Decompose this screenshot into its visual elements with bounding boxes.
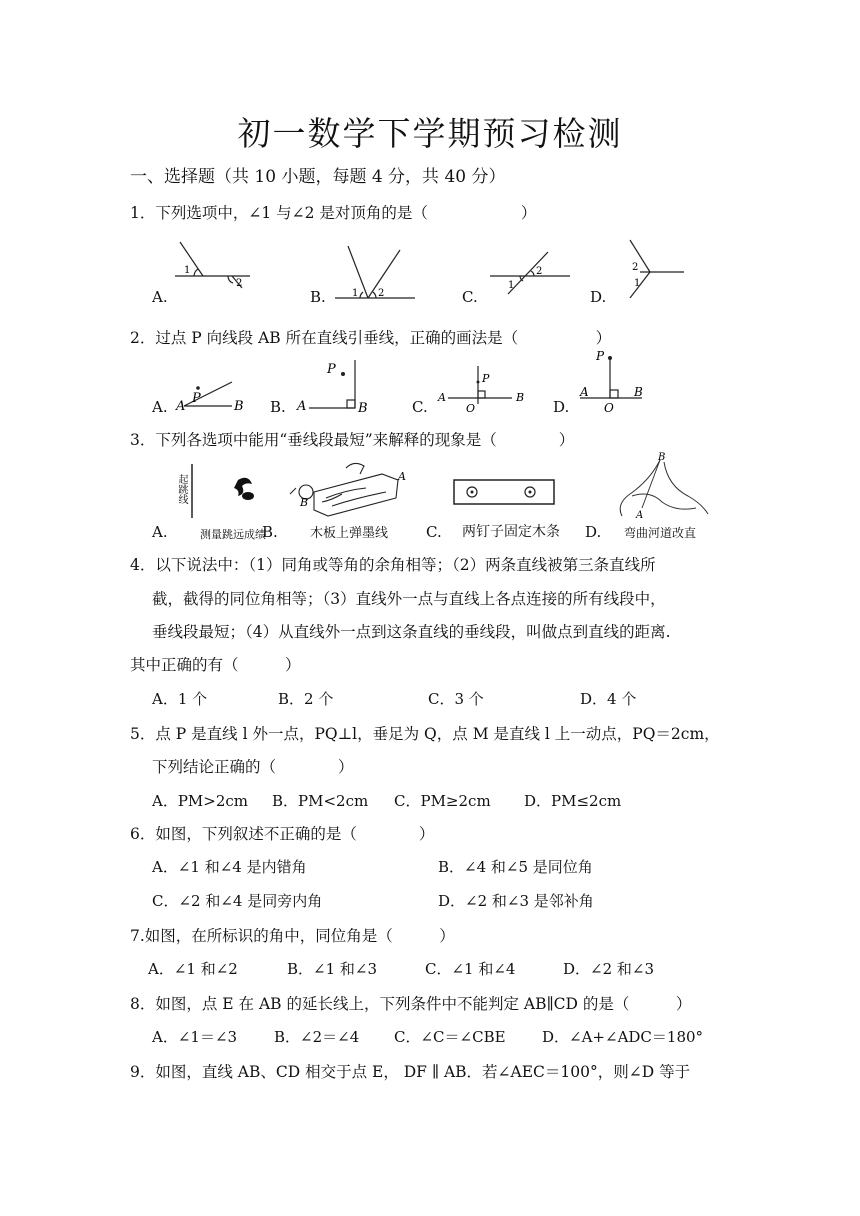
svg-text:O: O — [466, 402, 476, 414]
question-5-line-1: 5．点 P 是直线 l 外一点，PQ⊥l，垂足为 Q，点 M 是直线 l 上一动点，PQ＝2cm， — [130, 725, 720, 743]
svg-text:A: A — [176, 399, 186, 414]
question-4-line-1: 4．以下说法中：（1）同角或等角的余角相等；（2）两条直线被第三条直线所 — [130, 556, 656, 574]
q2-figure-d — [576, 348, 656, 416]
q8-option-b[interactable]: B．∠2＝∠4 — [274, 1028, 360, 1046]
q6-option-a[interactable]: A．∠1 和∠4 是内错角 — [152, 858, 307, 876]
q1-option-a[interactable]: A. — [152, 288, 168, 306]
svg-text:P: P — [327, 362, 336, 377]
question-4-line-2: 截，截得的同位角相等；（3）直线外一点与直线上各点连接的所有线段中， — [152, 590, 666, 608]
svg-text:A: A — [636, 510, 644, 521]
q4-option-c[interactable]: C．3 个 — [428, 690, 484, 708]
svg-text:2: 2 — [378, 288, 385, 299]
svg-text:A: A — [580, 385, 589, 399]
q7-option-a[interactable]: A．∠1 和∠2 — [148, 960, 238, 978]
q3-figure-c — [450, 476, 560, 512]
q1-figure-c — [488, 248, 578, 298]
q3-option-d[interactable]: D. — [585, 523, 602, 541]
q6-option-d[interactable]: D．∠2 和∠3 是邻补角 — [438, 892, 594, 910]
q7-option-d[interactable]: D．∠2 和∠3 — [563, 960, 655, 978]
question-1-text: 1．下列选项中，∠1 与∠2 是对顶角的是（ ） — [130, 204, 537, 222]
svg-text:A: A — [438, 391, 446, 404]
q3-caption-a: 测量跳远成绩 — [200, 528, 266, 541]
q5-option-d[interactable]: D．PM≤2cm — [524, 792, 622, 810]
q3-figure-a — [186, 458, 266, 522]
svg-text:2: 2 — [536, 266, 543, 277]
q3-fig-a-label: 起跳线 — [176, 474, 187, 504]
q3-figure-d — [612, 452, 712, 522]
svg-text:1: 1 — [508, 280, 515, 291]
q8-option-d[interactable]: D．∠A+∠ADC＝180° — [542, 1028, 704, 1046]
q4-option-a[interactable]: A．1 个 — [152, 690, 208, 708]
svg-text:B: B — [516, 391, 525, 404]
q5-option-a[interactable]: A．PM>2cm — [152, 792, 249, 810]
section-heading: 一、选择题（共 10 小题，每题 4 分，共 40 分） — [130, 167, 506, 187]
q2-option-a[interactable]: A. — [152, 398, 168, 416]
q1-figure-d — [612, 238, 692, 298]
question-2-text: 2．过点 P 向线段 AB 所在直线引垂线，正确的画法是（ ） — [130, 329, 612, 347]
svg-text:1: 1 — [352, 288, 359, 299]
q5-option-c[interactable]: C．PM≥2cm — [394, 792, 491, 810]
svg-text:A: A — [398, 470, 406, 483]
q4-option-d[interactable]: D．4 个 — [580, 690, 637, 708]
svg-text:B: B — [658, 452, 666, 463]
svg-text:B: B — [234, 399, 244, 414]
q2-option-b[interactable]: B. — [270, 398, 286, 416]
q1-figure-a — [170, 238, 260, 298]
svg-text:1: 1 — [184, 265, 191, 276]
q5-option-b[interactable]: B．PM<2cm — [272, 792, 369, 810]
q6-option-b[interactable]: B．∠4 和∠5 是同位角 — [438, 858, 593, 876]
question-4-line-4: 其中正确的有（ ） — [130, 656, 301, 674]
question-4-line-3: 垂线段最短；（4）从直线外一点到这条直线的垂线段，叫做点到直线的距离. — [152, 623, 671, 641]
svg-text:P: P — [596, 349, 605, 363]
svg-text:2: 2 — [236, 278, 243, 289]
svg-text:O: O — [604, 401, 614, 415]
q1-option-c[interactable]: C. — [462, 288, 478, 306]
q2-option-c[interactable]: C. — [412, 398, 428, 416]
q7-option-c[interactable]: C．∠1 和∠4 — [425, 960, 516, 978]
q3-caption-d: 弯曲河道改直 — [624, 526, 697, 540]
q3-caption-c: 两钉子固定木条 — [462, 524, 560, 540]
question-9-text: 9．如图，直线 AB、CD 相交于点 E， DF ∥ AB．若∠AEC＝100°，则∠D 等于 — [130, 1063, 691, 1081]
q6-option-c[interactable]: C．∠2 和∠4 是同旁内角 — [152, 892, 323, 910]
q4-option-b[interactable]: B．2 个 — [278, 690, 334, 708]
q3-figure-b — [286, 458, 416, 522]
q3-caption-b: 木板上弹墨线 — [310, 526, 389, 541]
q3-option-b[interactable]: B. — [262, 523, 278, 541]
question-5-line-2: 下列结论正确的（ ） — [152, 758, 354, 776]
svg-text:2: 2 — [632, 262, 639, 273]
svg-text:B: B — [358, 401, 368, 416]
question-6-text: 6．如图，下列叙述不正确的是（ ） — [130, 825, 435, 843]
svg-text:B: B — [634, 385, 643, 399]
q7-option-b[interactable]: B．∠1 和∠3 — [287, 960, 378, 978]
page-title: 初一数学下学期预习检测 — [237, 114, 623, 153]
q2-option-d[interactable]: D. — [553, 398, 570, 416]
svg-text:A: A — [297, 399, 307, 414]
q8-option-a[interactable]: A．∠1＝∠3 — [152, 1028, 238, 1046]
question-8-text: 8．如图，点 E 在 AB 的延长线上，下列条件中不能判定 AB∥CD 的是（ ） — [130, 995, 692, 1013]
question-3-text: 3．下列各选项中能用“垂线段最短”来解释的现象是（ ） — [130, 431, 575, 449]
q2-figure-c — [436, 364, 531, 414]
svg-text:P: P — [482, 372, 490, 385]
q3-option-a[interactable]: A. — [152, 523, 168, 541]
q8-option-c[interactable]: C．∠C＝∠CBE — [394, 1028, 506, 1046]
svg-text:P: P — [192, 391, 201, 406]
question-7-text: 7.如图，在所标识的角中，同位角是（ ） — [130, 927, 455, 945]
q2-figure-a — [174, 376, 254, 416]
q2-figure-b — [295, 358, 385, 418]
svg-text:B: B — [300, 496, 309, 509]
q1-figure-b — [330, 242, 420, 302]
q1-option-b[interactable]: B. — [310, 288, 326, 306]
q1-option-d[interactable]: D. — [590, 288, 607, 306]
svg-text:1: 1 — [634, 278, 641, 289]
q3-option-c[interactable]: C. — [426, 523, 442, 541]
